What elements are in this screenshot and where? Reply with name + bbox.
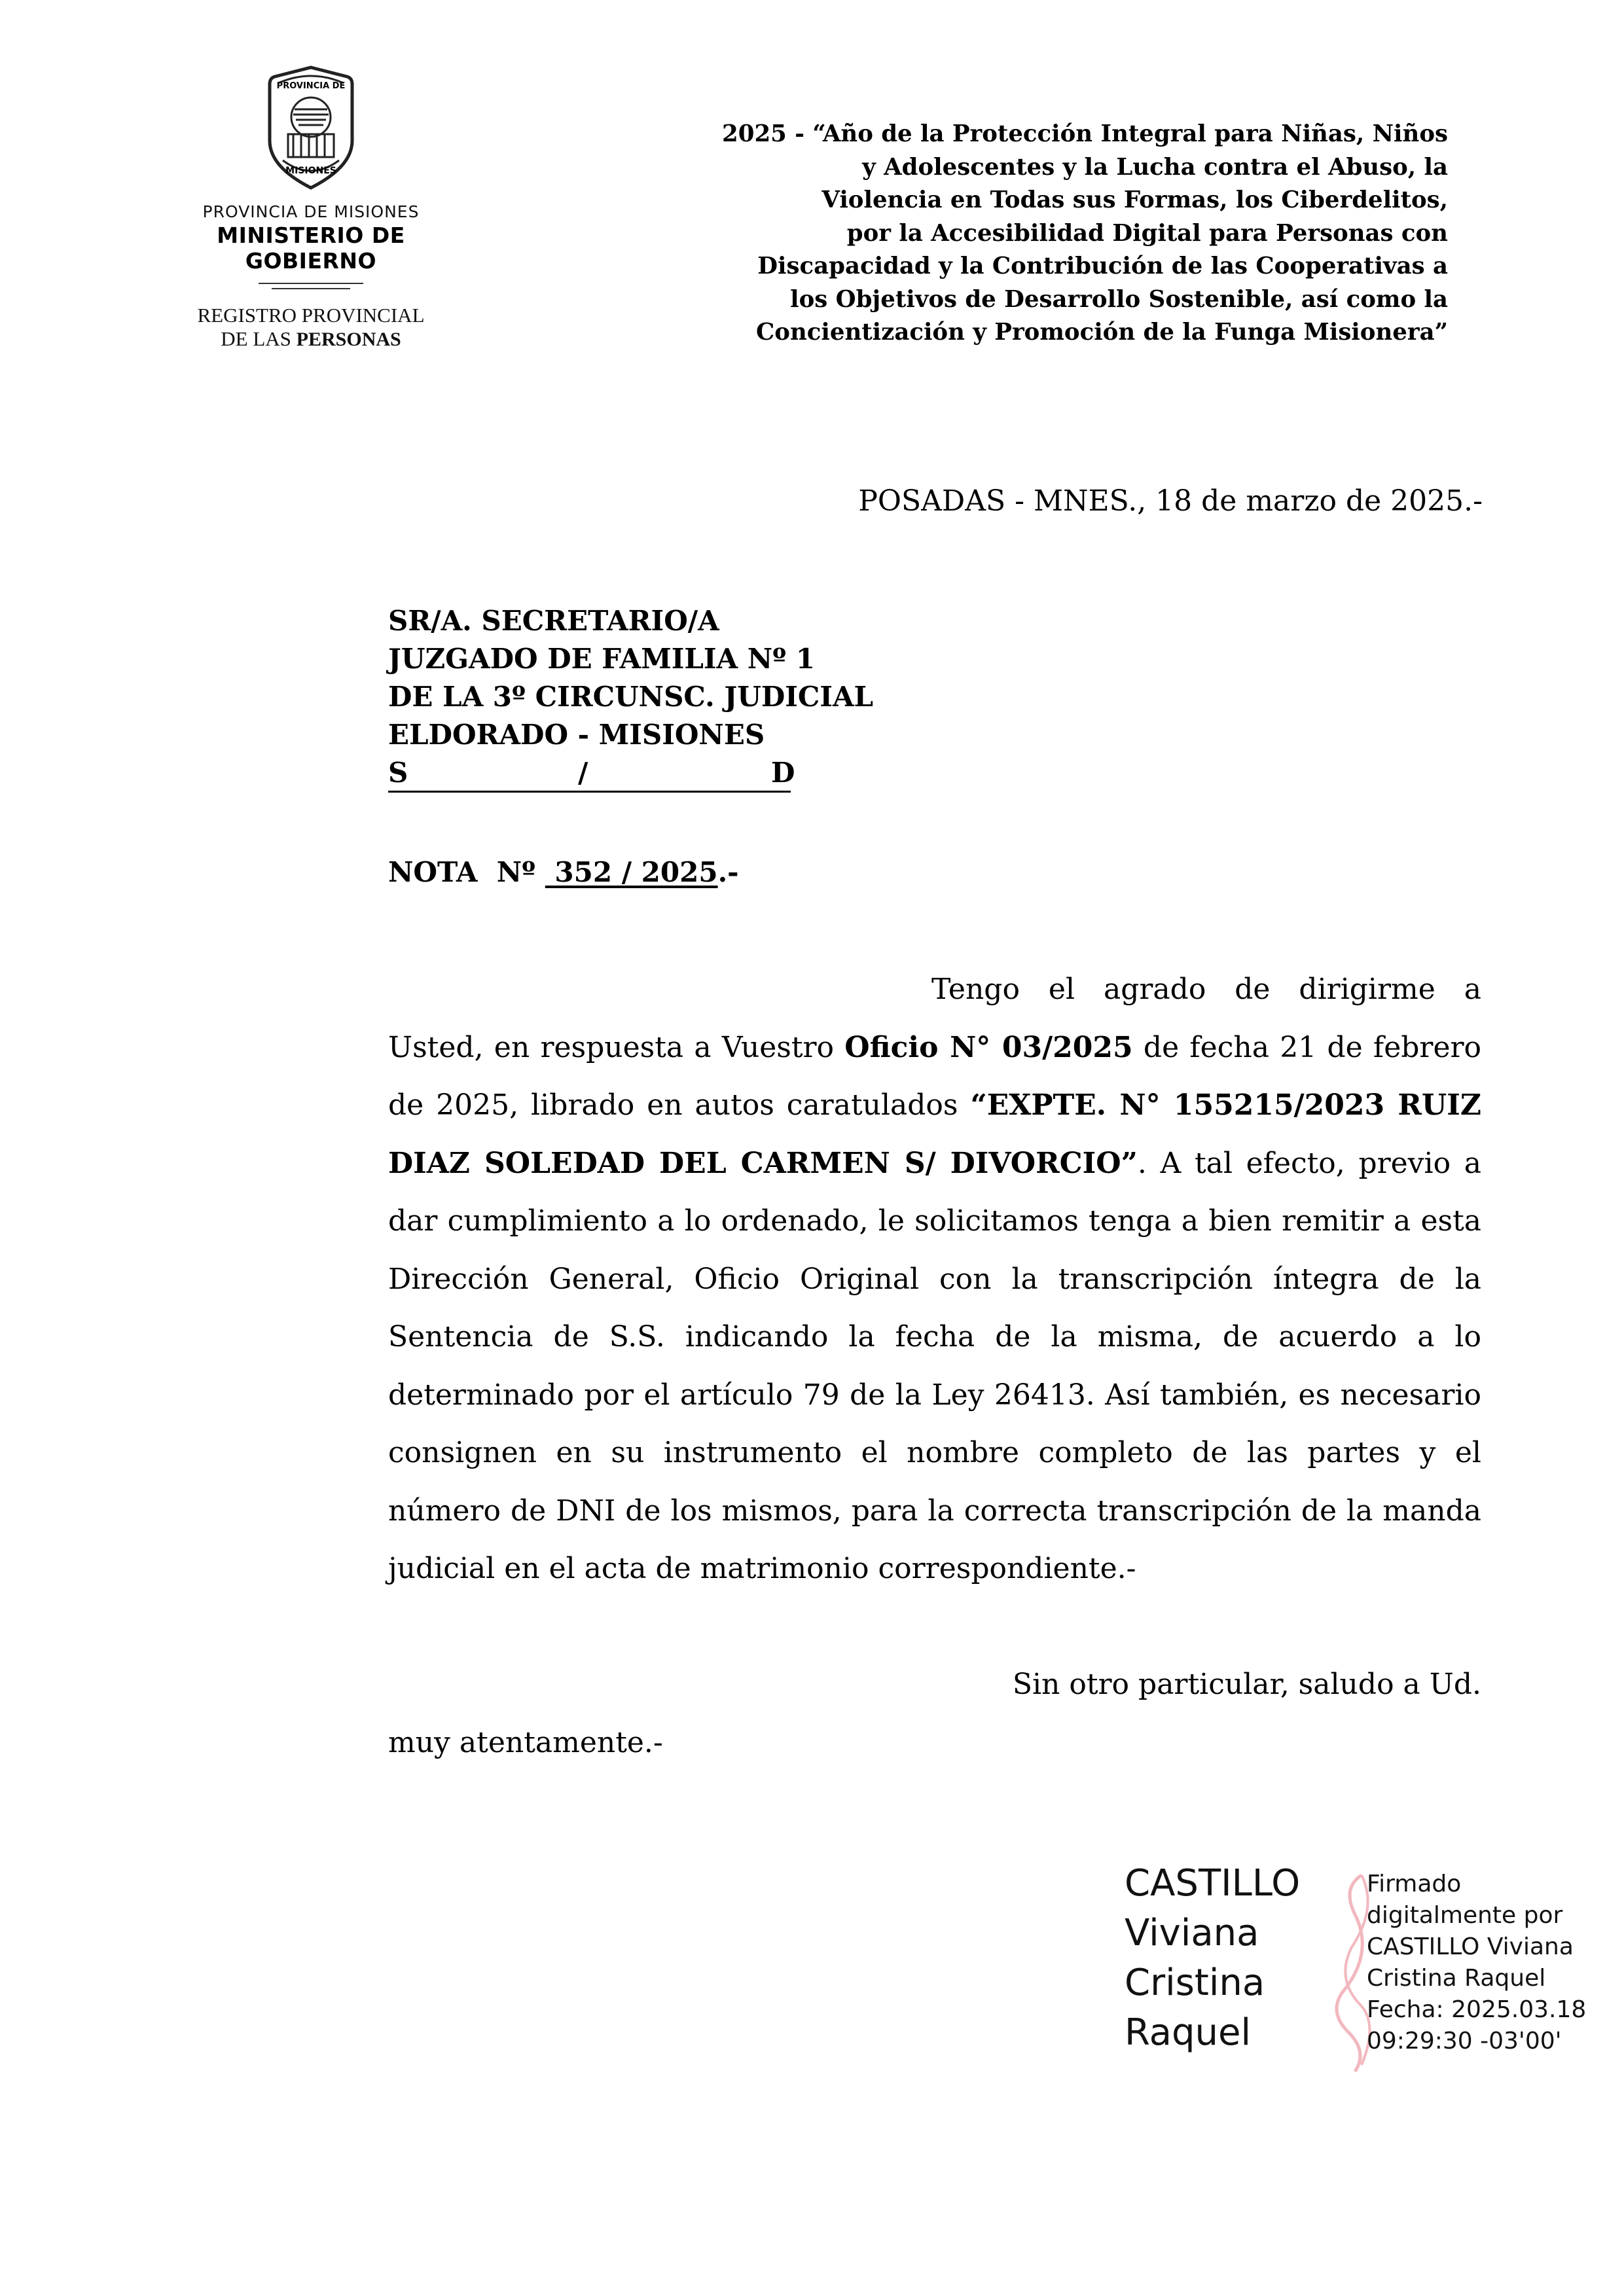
year-motto: 2025 - “Año de la Protección Integral para Niñas, Niños y Adolescentes y la Lucha contra el Abuso, la Violencia en Todas sus Formas, los Ciberdelitos, por la Accesibilidad Digital para Personas con Discapacidad y la Contribución de las Cooperativas a los Objetivos de Desarrollo Sostenible, así como la Concientización y Promoción de la Funga Misionera”	[722, 120, 1448, 346]
addressee-line: JUZGADO DE FAMILIA Nº 1	[388, 643, 816, 675]
letter-body	[388, 961, 1481, 1598]
svg-text:PROVINCIA DE: PROVINCIA DE	[276, 81, 346, 91]
registry-name: REGISTRO PROVINCIAL DE LAS PERSONAS	[197, 304, 425, 351]
ministry-line: MINISTERIO DE GOBIERNO	[217, 223, 405, 274]
note-number: NOTA Nº 352 / 2025.-	[388, 856, 739, 888]
addressee-line: SR/A. SECRETARIO/A	[388, 605, 719, 637]
divider	[259, 283, 363, 284]
svg-text:MISIONES: MISIONES	[285, 166, 336, 176]
ministry-logo-block	[157, 62, 465, 351]
date-line: POSADAS - MNES., 18 de marzo de 2025.-	[858, 484, 1483, 518]
digital-signature-details: Firmado digitalmente por CASTILLO Viviana Cristina Raquel Fecha: 2025.03.18 09:29:30 -03'00'	[1367, 1871, 1587, 2054]
addressee-line: ELDORADO - MISIONES	[388, 719, 765, 751]
closing-line: Sin otro particular, saludo a Ud.	[1012, 1668, 1481, 1701]
closing-line: muy atentamente.-	[388, 1725, 663, 1759]
addressee-line: DE LA 3º CIRCUNSC. JUDICIAL	[388, 681, 874, 713]
addressee-block	[388, 602, 873, 792]
signer-name: CASTILLO Viviana Cristina Raquel	[1125, 1862, 1301, 2054]
province-seal-icon	[249, 62, 373, 193]
closing	[388, 1656, 1481, 1772]
body-paragraph: Tengo el agrado de dirigirme a Usted, en respuesta a Vuestro Oficio N° 03/2025 de fecha 21 de febrero de 2025, librado en autos caratulados “EXPTE. N° 155215/2023 RUIZ DIAZ SOLEDAD DEL CARMEN S/ DIVORCIO”. A tal efecto, previo a dar cumplimiento a lo ordenado, le solicitamos tenga a bien remitir a esta Dirección General, Oficio Original con la transcripción íntegra de la Sentencia de S.S. indicando la fecha de la misma, de acuerdo a lo determinado por el artículo 79 de la Ley 26413. Así también, es necesario consignen en su instrumento el nombre completo de las partes y el número de DNI de los mismos, para la correcta transcripción de la manda judicial en el acta de matrimonio correspondiente.-	[388, 973, 1482, 1585]
divider	[272, 288, 350, 289]
su-despacho-line: S / D	[388, 754, 791, 792]
province-line: PROVINCIA DE MISIONES	[202, 202, 420, 221]
